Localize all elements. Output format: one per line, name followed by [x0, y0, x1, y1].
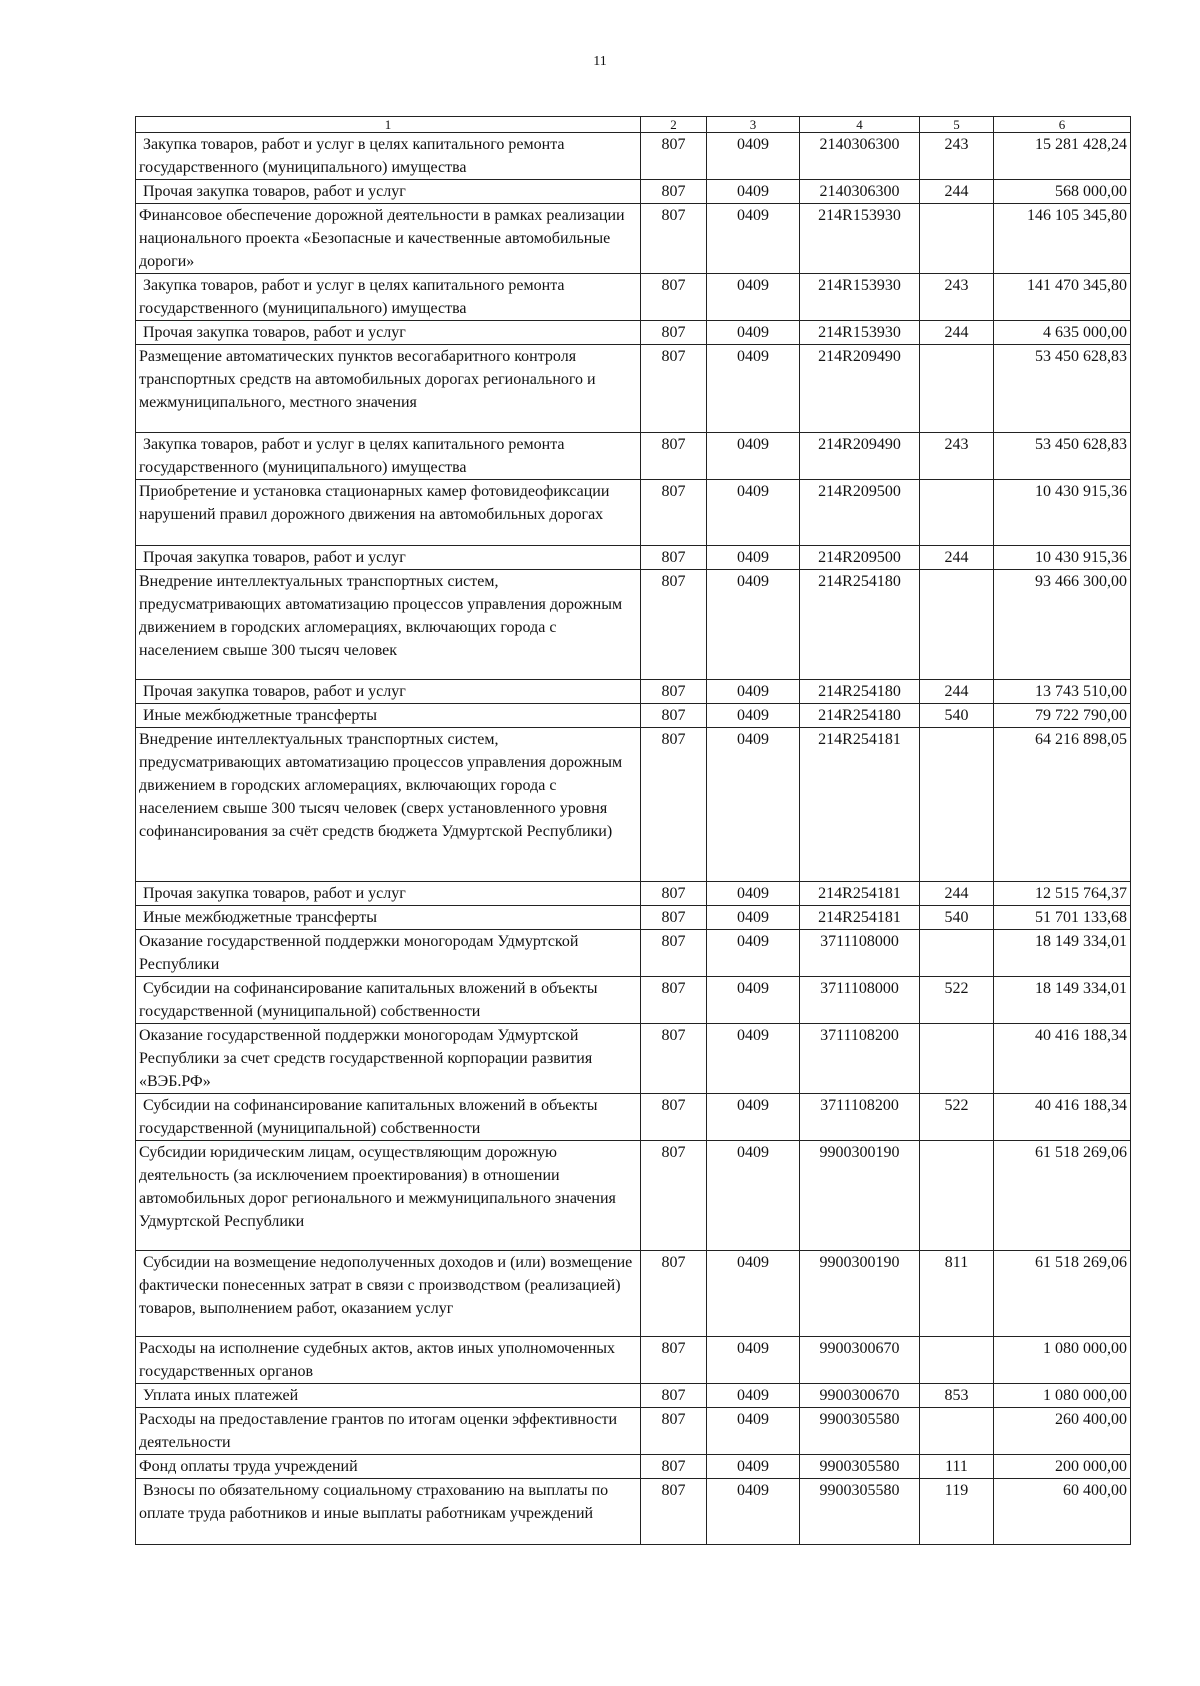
- row-name-cell: Закупка товаров, работ и услуг в целях капитального ремонта государственного (муниципального) имущества: [136, 433, 641, 480]
- row-col3-cell: 0409: [707, 180, 800, 204]
- row-col2-cell: 807: [641, 345, 707, 433]
- table-header: [136, 117, 1131, 133]
- row-col5-cell: 244: [920, 680, 994, 704]
- row-amount-cell: 4 635 000,00: [994, 321, 1131, 345]
- row-col4-cell: 3711108200: [800, 1024, 920, 1094]
- table-body: [136, 133, 1131, 1545]
- row-col2-cell: 807: [641, 274, 707, 321]
- row-col2-cell: 807: [641, 1479, 707, 1545]
- row-col2-cell: 807: [641, 480, 707, 546]
- row-name-cell: Оказание государственной поддержки моногородам Удмуртской Республики за счет средств государственной корпорации развития «ВЭБ.РФ»: [136, 1024, 641, 1094]
- row-amount-cell: 146 105 345,80: [994, 204, 1131, 274]
- row-col5-cell: [920, 1337, 994, 1384]
- row-col4-cell: 3711108000: [800, 977, 920, 1024]
- row-name-cell: Расходы на исполнение судебных актов, актов иных уполномоченных государственных органов: [136, 1337, 641, 1384]
- row-name-cell: Размещение автоматических пунктов весогабаритного контроля транспортных средств на автомобильных дорогах регионального и межмуниципального, местного значения: [136, 345, 641, 433]
- row-amount-cell: 60 400,00: [994, 1479, 1131, 1545]
- row-name-cell: Субсидии на софинансирование капитальных вложений в объекты государственной (муниципальной) собственности: [136, 1094, 641, 1141]
- row-name-cell: Фонд оплаты труда учреждений: [136, 1455, 641, 1479]
- table-row: [136, 1408, 1131, 1455]
- row-amount-cell: 18 149 334,01: [994, 977, 1131, 1024]
- row-name-cell: Уплата иных платежей: [136, 1384, 641, 1408]
- row-col2-cell: 807: [641, 680, 707, 704]
- row-col5-cell: 522: [920, 1094, 994, 1141]
- row-col4-cell: 2140306300: [800, 133, 920, 180]
- row-col4-cell: 214R254180: [800, 704, 920, 728]
- row-col2-cell: 807: [641, 1384, 707, 1408]
- row-col4-cell: 214R254180: [800, 680, 920, 704]
- table-row: [136, 728, 1131, 882]
- row-col5-cell: 244: [920, 321, 994, 345]
- row-col5-cell: 853: [920, 1384, 994, 1408]
- row-col5-cell: 244: [920, 180, 994, 204]
- row-name-cell: Оказание государственной поддержки моногородам Удмуртской Республики: [136, 930, 641, 977]
- row-col2-cell: 807: [641, 204, 707, 274]
- row-col3-cell: 0409: [707, 882, 800, 906]
- row-col5-cell: 244: [920, 882, 994, 906]
- row-name-cell: Приобретение и установка стационарных камер фотовидеофиксации нарушений правил дорожного движения на автомобильных дорогах: [136, 480, 641, 546]
- row-name-cell: Прочая закупка товаров, работ и услуг: [136, 180, 641, 204]
- row-col2-cell: 807: [641, 1141, 707, 1251]
- header-col-1: 1: [136, 117, 641, 133]
- header-col-3: 3: [707, 117, 800, 133]
- row-name-cell: Закупка товаров, работ и услуг в целях капитального ремонта государственного (муниципального) имущества: [136, 133, 641, 180]
- row-col4-cell: 9900305580: [800, 1408, 920, 1455]
- table-row: [136, 133, 1131, 180]
- row-col4-cell: 3711108200: [800, 1094, 920, 1141]
- row-col5-cell: [920, 480, 994, 546]
- row-col2-cell: 807: [641, 906, 707, 930]
- row-col5-cell: 243: [920, 433, 994, 480]
- row-col2-cell: 807: [641, 1337, 707, 1384]
- row-col2-cell: 807: [641, 930, 707, 977]
- row-col5-cell: 243: [920, 274, 994, 321]
- row-col4-cell: 9900300190: [800, 1141, 920, 1251]
- table-row: [136, 570, 1131, 680]
- row-col5-cell: 522: [920, 977, 994, 1024]
- row-amount-cell: 61 518 269,06: [994, 1251, 1131, 1337]
- row-col2-cell: 807: [641, 133, 707, 180]
- row-name-cell: Прочая закупка товаров, работ и услуг: [136, 546, 641, 570]
- row-amount-cell: 93 466 300,00: [994, 570, 1131, 680]
- row-name-cell: Иные межбюджетные трансферты: [136, 704, 641, 728]
- row-name-cell: Внедрение интеллектуальных транспортных систем, предусматривающих автоматизацию процессов управления дорожным движением в городских агломерациях, включающих города с населением свыше 300 тысяч человек: [136, 570, 641, 680]
- table-row: [136, 274, 1131, 321]
- row-amount-cell: 18 149 334,01: [994, 930, 1131, 977]
- header-col-5: 5: [920, 117, 994, 133]
- row-name-cell: Прочая закупка товаров, работ и услуг: [136, 882, 641, 906]
- table-row: [136, 1251, 1131, 1337]
- row-col5-cell: [920, 570, 994, 680]
- header-col-2: 2: [641, 117, 707, 133]
- row-col5-cell: [920, 930, 994, 977]
- row-name-cell: Иные межбюджетные трансферты: [136, 906, 641, 930]
- header-col-6: 6: [994, 117, 1131, 133]
- row-name-cell: Закупка товаров, работ и услуг в целях капитального ремонта государственного (муниципального) имущества: [136, 274, 641, 321]
- row-col5-cell: 243: [920, 133, 994, 180]
- row-col2-cell: 807: [641, 546, 707, 570]
- row-name-cell: Взносы по обязательному социальному страхованию на выплаты по оплате труда работников и иные выплаты работникам учреждений: [136, 1479, 641, 1545]
- row-col2-cell: 807: [641, 728, 707, 882]
- row-amount-cell: 40 416 188,34: [994, 1094, 1131, 1141]
- row-col3-cell: 0409: [707, 704, 800, 728]
- row-amount-cell: 10 430 915,36: [994, 480, 1131, 546]
- table-row: [136, 1455, 1131, 1479]
- row-col3-cell: 0409: [707, 728, 800, 882]
- row-amount-cell: 13 743 510,00: [994, 680, 1131, 704]
- row-amount-cell: 51 701 133,68: [994, 906, 1131, 930]
- row-col4-cell: 9900300670: [800, 1337, 920, 1384]
- row-col5-cell: [920, 1141, 994, 1251]
- row-col3-cell: 0409: [707, 1024, 800, 1094]
- row-col3-cell: 0409: [707, 1141, 800, 1251]
- row-col3-cell: 0409: [707, 1337, 800, 1384]
- table-row: [136, 321, 1131, 345]
- row-col5-cell: 540: [920, 906, 994, 930]
- row-amount-cell: 79 722 790,00: [994, 704, 1131, 728]
- table-row: [136, 930, 1131, 977]
- row-col2-cell: 807: [641, 180, 707, 204]
- row-amount-cell: 568 000,00: [994, 180, 1131, 204]
- row-col3-cell: 0409: [707, 906, 800, 930]
- row-col4-cell: 214R209500: [800, 480, 920, 546]
- row-col4-cell: 214R209490: [800, 345, 920, 433]
- table-row: [136, 680, 1131, 704]
- page-number: 11: [593, 54, 607, 69]
- row-col2-cell: 807: [641, 570, 707, 680]
- table-row: [136, 1141, 1131, 1251]
- row-col2-cell: 807: [641, 321, 707, 345]
- row-col3-cell: 0409: [707, 930, 800, 977]
- table-row: [136, 433, 1131, 480]
- row-col2-cell: 807: [641, 977, 707, 1024]
- table-row: [136, 1337, 1131, 1384]
- table-row: [136, 977, 1131, 1024]
- row-col3-cell: 0409: [707, 274, 800, 321]
- row-col3-cell: 0409: [707, 1384, 800, 1408]
- row-col2-cell: 807: [641, 1251, 707, 1337]
- row-col5-cell: [920, 728, 994, 882]
- row-name-cell: Прочая закупка товаров, работ и услуг: [136, 321, 641, 345]
- row-col3-cell: 0409: [707, 345, 800, 433]
- row-col3-cell: 0409: [707, 1094, 800, 1141]
- table-row: [136, 480, 1131, 546]
- row-col3-cell: 0409: [707, 977, 800, 1024]
- row-col4-cell: 214R209490: [800, 433, 920, 480]
- row-col5-cell: [920, 1408, 994, 1455]
- row-col4-cell: 2140306300: [800, 180, 920, 204]
- row-col3-cell: 0409: [707, 1251, 800, 1337]
- row-amount-cell: 12 515 764,37: [994, 882, 1131, 906]
- table-row: [136, 204, 1131, 274]
- table-row: [136, 1384, 1131, 1408]
- row-col4-cell: 9900300670: [800, 1384, 920, 1408]
- row-col3-cell: 0409: [707, 480, 800, 546]
- table-row: [136, 1479, 1131, 1545]
- row-col3-cell: 0409: [707, 321, 800, 345]
- row-name-cell: Субсидии на возмещение недополученных доходов и (или) возмещение фактически понесенных затрат в связи с производством (реализацией) товаров, выполнением работ, оказанием услуг: [136, 1251, 641, 1337]
- table-row: [136, 906, 1131, 930]
- row-name-cell: Внедрение интеллектуальных транспортных систем, предусматривающих автоматизацию процессов управления дорожным движением в городских агломерациях, включающих города с населением свыше 300 тысяч человек (сверх установленного уровня софинансирования за счёт средств бюджета Удмуртской Республики): [136, 728, 641, 882]
- row-col3-cell: 0409: [707, 546, 800, 570]
- row-col2-cell: 807: [641, 1408, 707, 1455]
- row-col5-cell: [920, 204, 994, 274]
- row-amount-cell: 260 400,00: [994, 1408, 1131, 1455]
- row-col3-cell: 0409: [707, 570, 800, 680]
- row-col2-cell: 807: [641, 1455, 707, 1479]
- row-amount-cell: 61 518 269,06: [994, 1141, 1131, 1251]
- row-col5-cell: 119: [920, 1479, 994, 1545]
- row-col5-cell: 540: [920, 704, 994, 728]
- row-name-cell: Расходы на предоставление грантов по итогам оценки эффективности деятельности: [136, 1408, 641, 1455]
- row-col5-cell: 244: [920, 546, 994, 570]
- row-amount-cell: 40 416 188,34: [994, 1024, 1131, 1094]
- row-col5-cell: [920, 1024, 994, 1094]
- row-col3-cell: 0409: [707, 1408, 800, 1455]
- row-col5-cell: 811: [920, 1251, 994, 1337]
- table-row: [136, 546, 1131, 570]
- row-col4-cell: 9900305580: [800, 1455, 920, 1479]
- row-col4-cell: 214R254181: [800, 882, 920, 906]
- row-col4-cell: 214R254181: [800, 906, 920, 930]
- row-col4-cell: 214R153930: [800, 274, 920, 321]
- row-col4-cell: 214R254181: [800, 728, 920, 882]
- row-col3-cell: 0409: [707, 1479, 800, 1545]
- row-col4-cell: 3711108000: [800, 930, 920, 977]
- row-col3-cell: 0409: [707, 204, 800, 274]
- row-name-cell: Субсидии на софинансирование капитальных вложений в объекты государственной (муниципальной) собственности: [136, 977, 641, 1024]
- row-col4-cell: 214R209500: [800, 546, 920, 570]
- table-row: [136, 1024, 1131, 1094]
- row-amount-cell: 53 450 628,83: [994, 345, 1131, 433]
- table-row: [136, 1094, 1131, 1141]
- row-col2-cell: 807: [641, 1094, 707, 1141]
- row-col4-cell: 9900305580: [800, 1479, 920, 1545]
- row-amount-cell: 10 430 915,36: [994, 546, 1131, 570]
- row-amount-cell: 53 450 628,83: [994, 433, 1131, 480]
- row-col5-cell: [920, 345, 994, 433]
- budget-table: [135, 116, 1131, 1545]
- row-amount-cell: 15 281 428,24: [994, 133, 1131, 180]
- row-col5-cell: 111: [920, 1455, 994, 1479]
- header-col-4: 4: [800, 117, 920, 133]
- row-name-cell: Финансовое обеспечение дорожной деятельности в рамках реализации национального проекта «Безопасные и качественные автомобильные дороги»: [136, 204, 641, 274]
- row-col4-cell: 214R153930: [800, 204, 920, 274]
- row-amount-cell: 141 470 345,80: [994, 274, 1131, 321]
- row-amount-cell: 1 080 000,00: [994, 1384, 1131, 1408]
- table-row: [136, 345, 1131, 433]
- row-col3-cell: 0409: [707, 680, 800, 704]
- row-col4-cell: 214R254180: [800, 570, 920, 680]
- row-col2-cell: 807: [641, 433, 707, 480]
- row-col3-cell: 0409: [707, 133, 800, 180]
- row-col2-cell: 807: [641, 882, 707, 906]
- row-col3-cell: 0409: [707, 1455, 800, 1479]
- row-col4-cell: 9900300190: [800, 1251, 920, 1337]
- row-col3-cell: 0409: [707, 433, 800, 480]
- table-row: [136, 882, 1131, 906]
- row-amount-cell: 64 216 898,05: [994, 728, 1131, 882]
- row-col2-cell: 807: [641, 704, 707, 728]
- row-amount-cell: 1 080 000,00: [994, 1337, 1131, 1384]
- table-row: [136, 180, 1131, 204]
- row-name-cell: Субсидии юридическим лицам, осуществляющим дорожную деятельность (за исключением проектирования) в отношении автомобильных дорог регионального и межмуниципального значения Удмуртской Республики: [136, 1141, 641, 1251]
- row-amount-cell: 200 000,00: [994, 1455, 1131, 1479]
- row-col2-cell: 807: [641, 1024, 707, 1094]
- row-name-cell: Прочая закупка товаров, работ и услуг: [136, 680, 641, 704]
- row-col4-cell: 214R153930: [800, 321, 920, 345]
- table-row: [136, 704, 1131, 728]
